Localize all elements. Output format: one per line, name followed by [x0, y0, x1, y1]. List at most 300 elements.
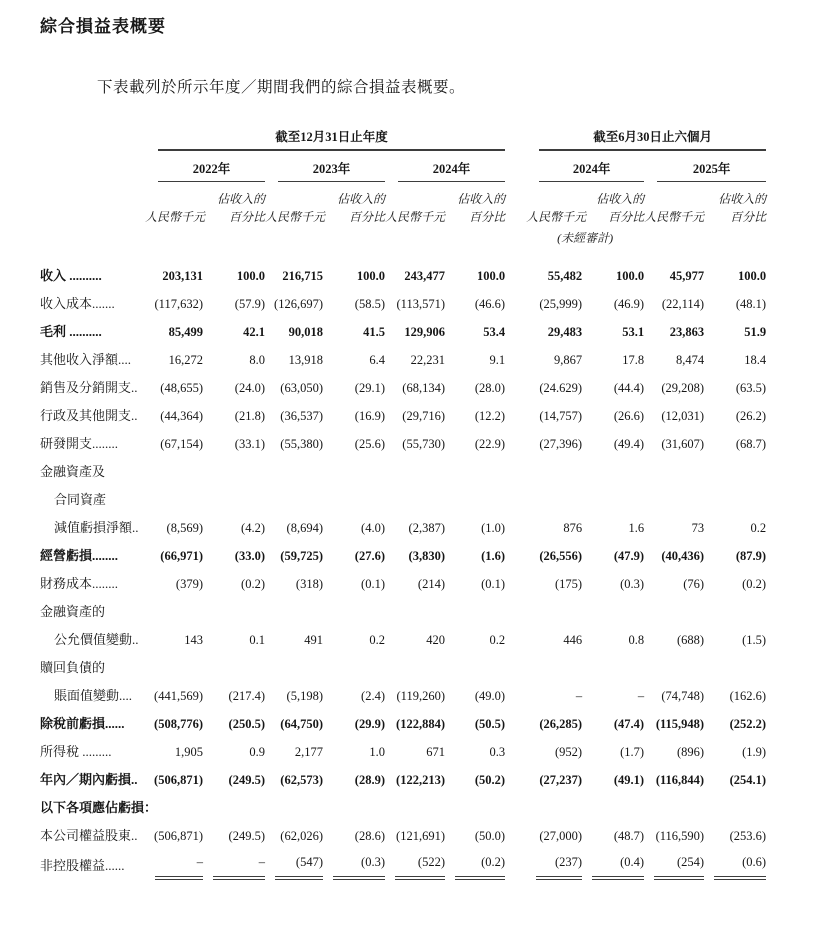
cell-value: 85,499: [168, 325, 203, 339]
cell-value: 491: [304, 633, 323, 647]
cell-value: (29,208): [661, 381, 705, 395]
cell-value: [582, 486, 644, 514]
row-label: 所得稅 .........: [40, 744, 112, 759]
cell-value-double-underline: –: [213, 850, 265, 880]
row-label: 研發開支........: [40, 436, 119, 451]
column-gap: [505, 318, 526, 346]
cell-value: [704, 794, 766, 822]
column-gap: [505, 738, 526, 766]
cell-value: (27.6): [354, 549, 385, 563]
income-table-body: [40, 262, 766, 880]
period-group-annual: [145, 127, 505, 151]
row-label: 經營虧損........: [40, 548, 119, 563]
row-label: 毛利 ..........: [40, 324, 102, 339]
cell-value: 53.1: [622, 325, 645, 339]
table-row: [40, 542, 766, 570]
cell-value: [582, 654, 644, 682]
cell-value: (379): [175, 577, 203, 591]
cell-value: –: [637, 689, 645, 703]
cell-value: 203,131: [162, 269, 203, 283]
cell-value-double-underline: (0.3): [333, 850, 385, 880]
cell-value: (249.5): [228, 829, 265, 843]
table-row: [40, 318, 766, 346]
cell-value: (49.1): [613, 773, 645, 787]
cell-value: [526, 598, 582, 626]
cell-value: [323, 794, 385, 822]
cell-value: [526, 486, 582, 514]
row-label: 賬面值變動....: [54, 688, 133, 703]
column-gap: [505, 458, 526, 486]
cell-value: (74,748): [661, 689, 705, 703]
cell-value: 100.0: [737, 269, 767, 283]
cell-value: 100.0: [236, 269, 265, 283]
row-label: 除稅前虧損......: [40, 716, 125, 731]
cell-value: (254.1): [729, 773, 767, 787]
year-header-2024-interim: 2024年: [526, 151, 644, 182]
cell-value: (162.6): [729, 689, 767, 703]
cell-value: 2,177: [294, 745, 323, 759]
year-header-2024: 2024年: [385, 151, 505, 182]
cell-value: (47.4): [613, 717, 645, 731]
column-gap: [505, 794, 526, 822]
cell-value: [385, 850, 445, 880]
cell-value: (0.2): [742, 577, 767, 591]
cell-value: (1.6): [481, 549, 506, 563]
cell-value: (63.5): [735, 381, 767, 395]
table-row: [40, 458, 766, 486]
cell-value-double-underline: (0.2): [455, 850, 505, 880]
cell-value: (26.2): [735, 409, 767, 423]
cell-value: (249.5): [228, 773, 265, 787]
year-header-2023: 2023年: [265, 151, 385, 182]
cell-value: [582, 794, 644, 822]
cell-value: 129,906: [404, 325, 445, 339]
period-group-row: [40, 127, 766, 151]
cell-value: [203, 654, 265, 682]
cell-value: 100.0: [476, 269, 506, 283]
cell-value: [704, 486, 766, 514]
cell-value: 73: [691, 521, 705, 535]
cell-value: (8,694): [286, 521, 323, 535]
cell-value: [385, 486, 445, 514]
cell-value: (55,380): [280, 437, 323, 451]
cell-value: (66,971): [160, 549, 203, 563]
cell-value: (36,537): [280, 409, 323, 423]
income-statement-table: [40, 127, 766, 880]
cell-value: (25.6): [354, 437, 385, 451]
cell-value: (217.4): [228, 689, 265, 703]
cell-value: 51.9: [744, 325, 767, 339]
table-row: [40, 738, 766, 766]
cell-value-double-underline: (547): [275, 850, 323, 880]
cell-value: 1,905: [174, 745, 203, 759]
column-gap: [505, 346, 526, 374]
column-gap: [505, 682, 526, 710]
cell-value: (113,571): [396, 297, 445, 311]
cell-value: (1.9): [742, 745, 767, 759]
cell-value: (68.7): [735, 437, 767, 451]
cell-value: (5,198): [286, 689, 323, 703]
cell-value: (44,364): [160, 409, 203, 423]
cell-value: (57.9): [234, 297, 265, 311]
year-header-2025-interim: 2025年: [644, 151, 766, 182]
cell-value: 22,231: [410, 353, 445, 367]
cell-value: (62,573): [280, 773, 323, 787]
cell-value-double-underline: –: [155, 850, 203, 880]
column-gap: [505, 514, 526, 542]
row-label: 以下各項應佔虧損：: [40, 800, 158, 815]
cell-value: [526, 794, 582, 822]
cell-value: [526, 458, 582, 486]
row-label: 本公司權益股東..: [40, 828, 138, 843]
cell-value: (46.6): [474, 297, 506, 311]
column-gap: [505, 430, 526, 458]
row-label: 合同資產: [54, 492, 107, 507]
cell-value: (49.0): [474, 689, 506, 703]
cell-value: (1.0): [481, 521, 506, 535]
cell-value: (508,776): [154, 717, 203, 731]
column-gap: [505, 626, 526, 654]
cell-value: [323, 654, 385, 682]
cell-value: (121,691): [396, 829, 445, 843]
cell-value: (122,884): [396, 717, 445, 731]
cell-value: 0.9: [249, 745, 265, 759]
cell-value: (49.4): [613, 437, 645, 451]
cell-value: (63,050): [280, 381, 323, 395]
cell-value: (33.1): [234, 437, 265, 451]
cell-value: [644, 486, 704, 514]
table-row: [40, 570, 766, 598]
cell-value: (76): [683, 577, 705, 591]
period-group-interim: [526, 127, 766, 151]
column-gap: [505, 262, 526, 290]
empty-cell: [644, 226, 766, 262]
cell-value: (126,697): [274, 297, 323, 311]
cell-value: (48,655): [160, 381, 203, 395]
cell-value: 0.2: [750, 521, 767, 535]
cell-value: (0.1): [361, 577, 385, 591]
cell-value: (12.2): [474, 409, 506, 423]
cell-value: (1.7): [620, 745, 645, 759]
cell-value: (22.9): [474, 437, 506, 451]
unit-pct-label: 佔收入的 百分比: [596, 192, 645, 224]
cell-value: (26,556): [539, 549, 583, 563]
cell-value: (40,436): [661, 549, 705, 563]
cell-value: (8,569): [166, 521, 203, 535]
corner-cell: [40, 182, 145, 226]
cell-value: (25,999): [539, 297, 583, 311]
cell-value: 1.6: [628, 521, 645, 535]
unit-money-label: 人民幣千元: [644, 210, 705, 224]
cell-value: (50.2): [474, 773, 506, 787]
cell-value: (87.9): [735, 549, 767, 563]
row-label: 財務成本........: [40, 576, 119, 591]
cell-value: [323, 850, 385, 880]
cell-value: –: [575, 689, 583, 703]
cell-value: [445, 794, 505, 822]
cell-value: (175): [555, 577, 583, 591]
cell-value: (0.1): [481, 577, 506, 591]
row-label: 非控股權益......: [40, 858, 125, 873]
cell-value: (33.0): [234, 549, 265, 563]
cell-value: (2.4): [361, 689, 385, 703]
cell-value: [145, 598, 203, 626]
row-label: 銷售及分銷開支..: [40, 380, 138, 395]
column-gap: [505, 822, 526, 850]
cell-value: (28.9): [354, 773, 385, 787]
cell-value: (0.3): [620, 577, 645, 591]
cell-value: (12,031): [661, 409, 705, 423]
cell-value: (68,134): [402, 381, 445, 395]
cell-value: [704, 654, 766, 682]
row-label: 收入 ..........: [40, 268, 102, 283]
column-gap: [505, 542, 526, 570]
cell-value: 23,863: [669, 325, 705, 339]
cell-value: 0.8: [628, 633, 645, 647]
corner-cell: [40, 151, 145, 182]
column-gap: [505, 654, 526, 682]
cell-value: (116,844): [655, 773, 705, 787]
cell-value: (55,730): [402, 437, 445, 451]
cell-value: (62,026): [280, 829, 323, 843]
column-gap: [505, 127, 526, 151]
column-gap: [505, 850, 526, 880]
column-gap: [505, 151, 526, 182]
cell-value: 9,867: [553, 353, 583, 367]
cell-value: 42.1: [243, 325, 265, 339]
cell-value: 45,977: [669, 269, 705, 283]
cell-value: (688): [677, 633, 705, 647]
cell-value: 143: [184, 633, 203, 647]
cell-value: [145, 458, 203, 486]
cell-value: [385, 794, 445, 822]
cell-value: (27,000): [539, 829, 583, 843]
cell-value: [265, 458, 323, 486]
cell-value: [265, 598, 323, 626]
row-label: 贖回負債的: [40, 660, 106, 675]
cell-value: [265, 794, 323, 822]
column-gap: [505, 374, 526, 402]
cell-value: (16.9): [354, 409, 385, 423]
cell-value: [265, 654, 323, 682]
cell-value: (67,154): [160, 437, 203, 451]
table-row: [40, 346, 766, 374]
table-row: [40, 262, 766, 290]
row-label: 收入成本.......: [40, 296, 115, 311]
cell-value: [323, 486, 385, 514]
cell-value: (0.2): [241, 577, 265, 591]
row-label: 金融資產及: [40, 464, 106, 479]
cell-value: 0.1: [249, 633, 265, 647]
cell-value: (24.0): [234, 381, 265, 395]
year-header-row: [40, 151, 766, 182]
cell-value: (21.8): [234, 409, 265, 423]
cell-value: (58.5): [354, 297, 385, 311]
cell-value: (1.5): [742, 633, 767, 647]
table-row: [40, 486, 766, 514]
cell-value: (29.9): [354, 717, 385, 731]
cell-value: (896): [677, 745, 705, 759]
cell-value: [582, 598, 644, 626]
cell-value: 0.2: [369, 633, 385, 647]
cell-value: [445, 486, 505, 514]
cell-value: 1.0: [369, 745, 385, 759]
unit-pct-label: 佔收入的 百分比: [216, 192, 265, 224]
cell-value: 243,477: [404, 269, 445, 283]
cell-value: 53.4: [483, 325, 506, 339]
cell-value-double-underline: (0.4): [592, 850, 644, 880]
unit-money-label: 人民幣千元: [526, 210, 587, 224]
cell-value: (117,632): [154, 297, 203, 311]
table-row: [40, 710, 766, 738]
table-row: [40, 430, 766, 458]
cell-value: 0.3: [489, 745, 506, 759]
cell-value: (50.0): [474, 829, 506, 843]
cell-value: (48.7): [613, 829, 645, 843]
period-group-label: 截至6月30日止六個月: [539, 127, 766, 151]
table-row: [40, 794, 766, 822]
cell-value: (506,871): [154, 829, 203, 843]
column-gap: [505, 402, 526, 430]
cell-value: 18.4: [744, 353, 767, 367]
cell-value: (115,948): [655, 717, 705, 731]
cell-value: 90,018: [288, 325, 323, 339]
column-gap: [505, 486, 526, 514]
cell-value: (952): [555, 745, 583, 759]
table-row: [40, 402, 766, 430]
row-label: 行政及其他開支..: [40, 408, 138, 423]
column-gap: [505, 766, 526, 794]
table-row: [40, 766, 766, 794]
cell-value: [323, 598, 385, 626]
unaudited-note: (未經審計): [557, 231, 614, 245]
cell-value: 13,918: [288, 353, 323, 367]
cell-value: 100.0: [615, 269, 645, 283]
cell-value: (24.629): [539, 381, 583, 395]
cell-value: (119,260): [396, 689, 445, 703]
unit-money-label: 人民幣千元: [385, 210, 446, 224]
cell-value: 9.1: [489, 353, 506, 367]
cell-value: 100.0: [356, 269, 385, 283]
cell-value: [203, 598, 265, 626]
cell-value: (4.0): [361, 521, 385, 535]
cell-value: (22,114): [661, 297, 705, 311]
table-row: [40, 654, 766, 682]
cell-value: 0.2: [489, 633, 506, 647]
cell-value: (28.6): [354, 829, 385, 843]
cell-value: [704, 598, 766, 626]
cell-value-double-underline: (522): [395, 850, 445, 880]
table-row: [40, 850, 766, 880]
cell-value: 41.5: [363, 325, 385, 339]
cell-value: (116,590): [655, 829, 705, 843]
cell-value: (48.1): [735, 297, 767, 311]
cell-value: 29,483: [547, 325, 583, 339]
cell-value: (27,396): [539, 437, 583, 451]
table-row: [40, 514, 766, 542]
cell-value: (26.6): [613, 409, 645, 423]
cell-value: [704, 458, 766, 486]
cell-value: (506,871): [154, 773, 203, 787]
table-row: [40, 374, 766, 402]
row-label: 減值虧損淨額..: [54, 520, 139, 535]
cell-value: [265, 486, 323, 514]
cell-value: [445, 850, 505, 880]
cell-value: [445, 598, 505, 626]
cell-value: (47.9): [613, 549, 645, 563]
page-title: 綜合損益表概要: [40, 17, 166, 36]
cell-value: (3,830): [408, 549, 445, 563]
cell-value: (441,569): [154, 689, 203, 703]
cell-value: 8.0: [249, 353, 265, 367]
cell-value: [445, 458, 505, 486]
cell-value: (253.6): [729, 829, 767, 843]
column-gap: [505, 290, 526, 318]
cell-value: [203, 458, 265, 486]
cell-value: 6.4: [369, 353, 385, 367]
cell-value: [385, 598, 445, 626]
year-header-2022: 2022年: [145, 151, 265, 182]
cell-value: [203, 850, 265, 880]
cell-value: [385, 458, 445, 486]
cell-value-double-underline: (0.6): [714, 850, 766, 880]
unit-pct-label: 佔收入的 百分比: [457, 192, 506, 224]
column-gap: [505, 598, 526, 626]
cell-value: [644, 654, 704, 682]
cell-value: 216,715: [282, 269, 323, 283]
table-row: [40, 598, 766, 626]
unaudited-row: [40, 226, 766, 262]
row-label: 年內／期內虧損..: [40, 772, 138, 787]
cell-value: (2,387): [408, 521, 445, 535]
corner-cell: [40, 127, 145, 151]
row-label: 其他收入淨額....: [40, 352, 132, 367]
cell-value-double-underline: (254): [654, 850, 704, 880]
table-row: [40, 290, 766, 318]
column-gap: [505, 570, 526, 598]
cell-value: [526, 654, 582, 682]
cell-value: [265, 850, 323, 880]
cell-value: (252.2): [729, 717, 767, 731]
cell-value: (318): [295, 577, 323, 591]
cell-value: [582, 458, 644, 486]
cell-value: [145, 486, 203, 514]
cell-value: [445, 654, 505, 682]
cell-value: (14,757): [539, 409, 583, 423]
intro-text: 下表載列於所示年度／期間我們的綜合損益表概要。: [97, 79, 466, 96]
cell-value: (59,725): [280, 549, 323, 563]
cell-value: (122,213): [396, 773, 445, 787]
row-label: 金融資產的: [40, 604, 106, 619]
cell-value: 446: [563, 633, 583, 647]
cell-value: (250.5): [228, 717, 265, 731]
cell-value: (29,716): [402, 409, 445, 423]
column-gap: [505, 182, 526, 226]
cell-value: [644, 850, 704, 880]
empty-cell: [40, 226, 526, 262]
cell-value: [644, 794, 704, 822]
unit-pct-label: 佔收入的 百分比: [718, 192, 767, 224]
cell-value: [704, 850, 766, 880]
unit-money-label: 人民幣千元: [265, 210, 326, 224]
cell-value: [644, 598, 704, 626]
cell-value: [385, 654, 445, 682]
table-row: [40, 822, 766, 850]
cell-value: (26,285): [539, 717, 583, 731]
cell-value-double-underline: (237): [536, 850, 582, 880]
cell-value: [323, 458, 385, 486]
unit-money-label: 人民幣千元: [145, 210, 206, 224]
